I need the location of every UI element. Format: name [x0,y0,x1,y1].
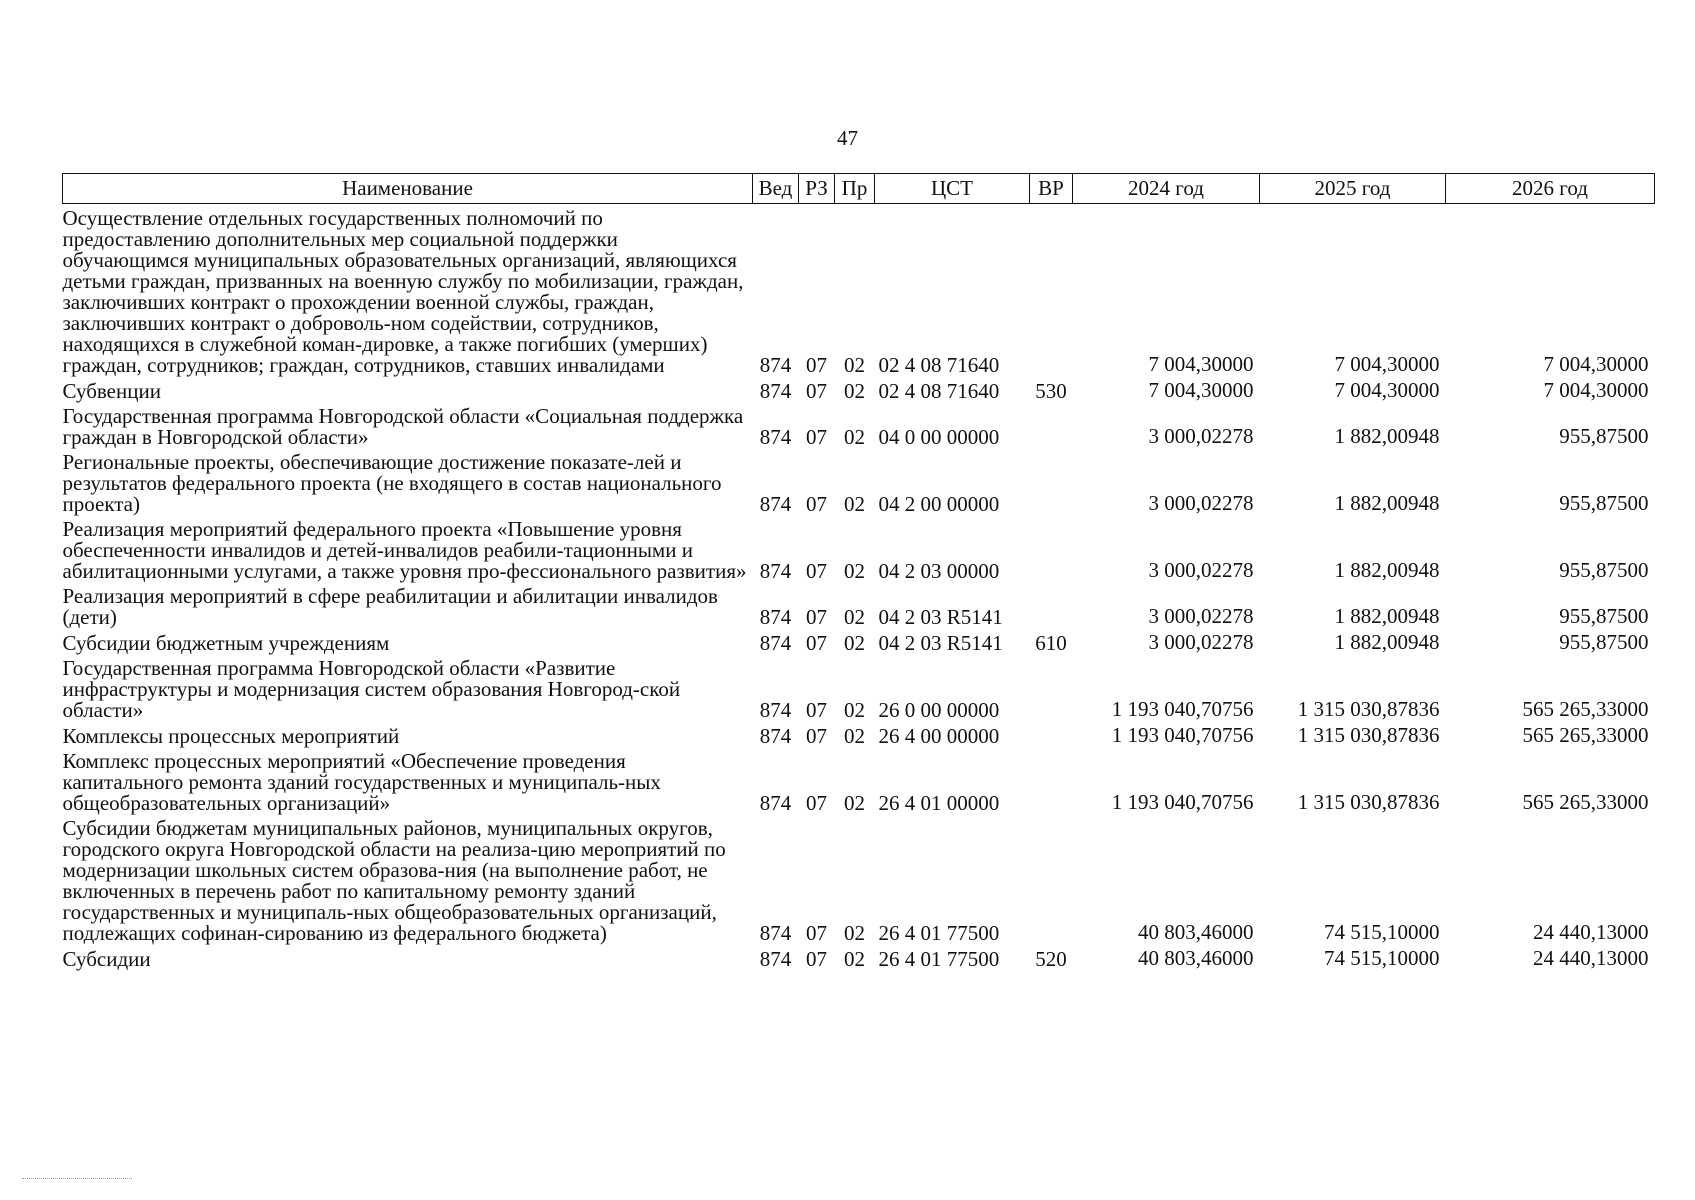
cell-2025: 1 882,00948 [1334,604,1440,628]
table-row [63,747,1655,814]
table-body [63,204,1655,971]
cell-2025: 7 004,30000 [1334,352,1440,376]
cell-2025: 1 315 030,87836 [1297,790,1440,814]
cell-cst: 26 0 00 00000 [878,698,1000,722]
cell-ved: 874 [759,379,792,403]
cell-2025: 1 882,00948 [1334,558,1440,582]
table-row [63,204,1655,377]
cell-name: Комплексы процессных мероприятий [62,724,400,748]
cell-2024: 7 004,30000 [1148,352,1254,376]
cell-rz: 07 [806,791,827,815]
cell-2024: 40 803,46000 [1138,920,1254,944]
cell-pr: 02 [844,698,865,722]
cell-ved: 874 [759,425,792,449]
table-row [63,582,1655,628]
cell-name: Государственная программа Новгородской области «Развитие инфраструктуры и модернизация систем образования Новгород-ской области» [62,656,681,722]
cell-2025: 1 882,00948 [1334,424,1440,448]
footer-rule [22,1178,132,1179]
cell-2024: 3 000,02278 [1148,558,1254,582]
cell-name: Реализация мероприятий в сфере реабилитации и абилитации инвалидов (дети) [62,584,718,629]
cell-name: Субсидии бюджетным учреждениям [62,631,390,655]
header-2026: 2026 год [1446,174,1655,204]
cell-cst: 04 2 03 00000 [878,559,1000,583]
table-row [63,515,1655,582]
cell-vr: 610 [1035,631,1067,655]
table-row [63,721,1655,747]
cell-2025: 74 515,10000 [1324,920,1440,944]
header-rz: РЗ [799,174,835,204]
header-vr: ВР [1030,174,1073,204]
cell-ved: 874 [759,605,792,629]
cell-ved: 874 [759,353,792,377]
cell-cst: 04 2 00 00000 [878,492,1000,516]
header-cst: ЦСТ [875,174,1030,204]
cell-name: Комплекс процессных мероприятий «Обеспечение проведения капитального ремонта зданий государственных и муниципаль-ных общеобразовательных организаций» [62,749,661,815]
cell-2026: 7 004,30000 [1543,378,1649,402]
cell-pr: 02 [844,921,865,945]
cell-cst: 26 4 01 77500 [878,947,1000,971]
cell-rz: 07 [806,492,827,516]
cell-vr [1030,721,1073,747]
cell-name: Субвенции [62,379,161,403]
cell-2026: 955,87500 [1559,424,1649,448]
cell-vr: 520 [1035,947,1067,971]
cell-ved: 874 [759,631,792,655]
cell-pr: 02 [844,492,865,516]
cell-2025: 1 882,00948 [1334,630,1440,654]
table-row [63,654,1655,721]
cell-rz: 07 [806,353,827,377]
cell-vr [1030,747,1073,814]
cell-cst: 26 4 00 00000 [878,724,1000,748]
cell-pr: 02 [844,605,865,629]
cell-pr: 02 [844,559,865,583]
cell-2025: 74 515,10000 [1324,946,1440,970]
cell-2026: 955,87500 [1559,558,1649,582]
cell-2024: 3 000,02278 [1148,424,1254,448]
cell-2024: 7 004,30000 [1148,378,1254,402]
cell-vr [1030,582,1073,628]
cell-pr: 02 [844,631,865,655]
cell-2026: 955,87500 [1559,630,1649,654]
cell-rz: 07 [806,698,827,722]
cell-rz: 07 [806,605,827,629]
cell-pr: 02 [844,724,865,748]
cell-rz: 07 [806,379,827,403]
cell-ved: 874 [759,559,792,583]
cell-vr [1030,814,1073,944]
cell-pr: 02 [844,791,865,815]
cell-2025: 1 882,00948 [1334,491,1440,515]
cell-cst: 04 2 03 R5141 [878,605,1003,629]
header-2024: 2024 год [1073,174,1260,204]
cell-vr: 530 [1035,379,1067,403]
cell-2024: 3 000,02278 [1148,491,1254,515]
cell-2025: 7 004,30000 [1334,378,1440,402]
cell-2024: 1 193 040,70756 [1111,723,1254,747]
table-header-row [63,174,1655,204]
cell-cst: 04 2 03 R5141 [878,631,1003,655]
cell-cst: 02 4 08 71640 [878,379,1000,403]
cell-2024: 3 000,02278 [1148,630,1254,654]
cell-rz: 07 [806,559,827,583]
cell-2024: 1 193 040,70756 [1111,790,1254,814]
cell-2024: 40 803,46000 [1138,946,1254,970]
cell-vr [1030,402,1073,448]
table-row [63,814,1655,944]
cell-2026: 565 265,33000 [1522,723,1649,747]
cell-vr [1030,654,1073,721]
cell-ved: 874 [759,791,792,815]
cell-cst: 26 4 01 00000 [878,791,1000,815]
cell-2026: 24 440,13000 [1533,920,1649,944]
table-row [63,402,1655,448]
cell-ved: 874 [759,724,792,748]
cell-name: Субсидии бюджетам муниципальных районов, муниципальных округов, городского округа Новгородской области на реализа-цию мероприятий по модернизации школьных систем образова-ния (на выполнение работ, не включенных в перечень работ по капитальному ремонту зданий государственных и муниципаль-ных общеобразовательных организаций, подлежащих софинан-сированию из федерального бюджета) [62,816,726,945]
cell-rz: 07 [806,425,827,449]
cell-name: Государственная программа Новгородской области «Социальная поддержка граждан в Новгородской области» [62,404,744,449]
cell-2026: 955,87500 [1559,604,1649,628]
cell-ved: 874 [759,921,792,945]
cell-2026: 565 265,33000 [1522,697,1649,721]
header-pr: Пр [835,174,875,204]
cell-vr [1030,204,1073,377]
cell-rz: 07 [806,921,827,945]
cell-2026: 24 440,13000 [1533,946,1649,970]
cell-rz: 07 [806,947,827,971]
cell-rz: 07 [806,631,827,655]
cell-ved: 874 [759,947,792,971]
cell-ved: 874 [759,492,792,516]
header-2025: 2025 год [1260,174,1446,204]
table-row [63,448,1655,515]
cell-vr [1030,515,1073,582]
table-row [63,944,1655,970]
cell-rz: 07 [806,724,827,748]
cell-name: Региональные проекты, обеспечивающие достижение показате-лей и результатов федерального проекта (не входящего в состав национального проекта) [62,450,722,516]
cell-pr: 02 [844,425,865,449]
cell-cst: 26 4 01 77500 [878,921,1000,945]
cell-pr: 02 [844,353,865,377]
cell-2025: 1 315 030,87836 [1297,723,1440,747]
header-ved: Вед [753,174,799,204]
cell-name: Реализация мероприятий федерального проекта «Повышение уровня обеспеченности инвалидов и детей-инвалидов реабили-тационными и абилитационными услугами, а также уровня про-фессионального развития» [62,517,747,583]
budget-table [62,173,1655,970]
cell-2026: 955,87500 [1559,491,1649,515]
cell-ved: 874 [759,698,792,722]
cell-name: Субсидии [62,947,151,971]
table-row [63,628,1655,654]
cell-pr: 02 [844,947,865,971]
cell-cst: 02 4 08 71640 [878,353,1000,377]
cell-2026: 7 004,30000 [1543,352,1649,376]
cell-name: Осуществление отдельных государственных полномочий по предоставлению дополнительных мер социальной поддержки обучающимся муниципальных образовательных организаций, являющихся детьми граждан, призванных на военную службу по мобилизации, граждан, заключивших контракт о прохождении военной службы, граждан, заключивших контракт о доброволь-ном содействии, сотрудников, находящихся в служебной коман-дировке, а также погибших (умерших) граждан, сотрудников; граждан, сотрудников, ставших инвалидами [62,206,744,377]
cell-pr: 02 [844,379,865,403]
header-name: Наименование [63,174,753,204]
cell-2024: 3 000,02278 [1148,604,1254,628]
cell-2024: 1 193 040,70756 [1111,697,1254,721]
page-number: 47 [837,126,858,150]
table-row [63,376,1655,402]
cell-vr [1030,448,1073,515]
cell-cst: 04 0 00 00000 [878,425,1000,449]
cell-2025: 1 315 030,87836 [1297,697,1440,721]
cell-2026: 565 265,33000 [1522,790,1649,814]
